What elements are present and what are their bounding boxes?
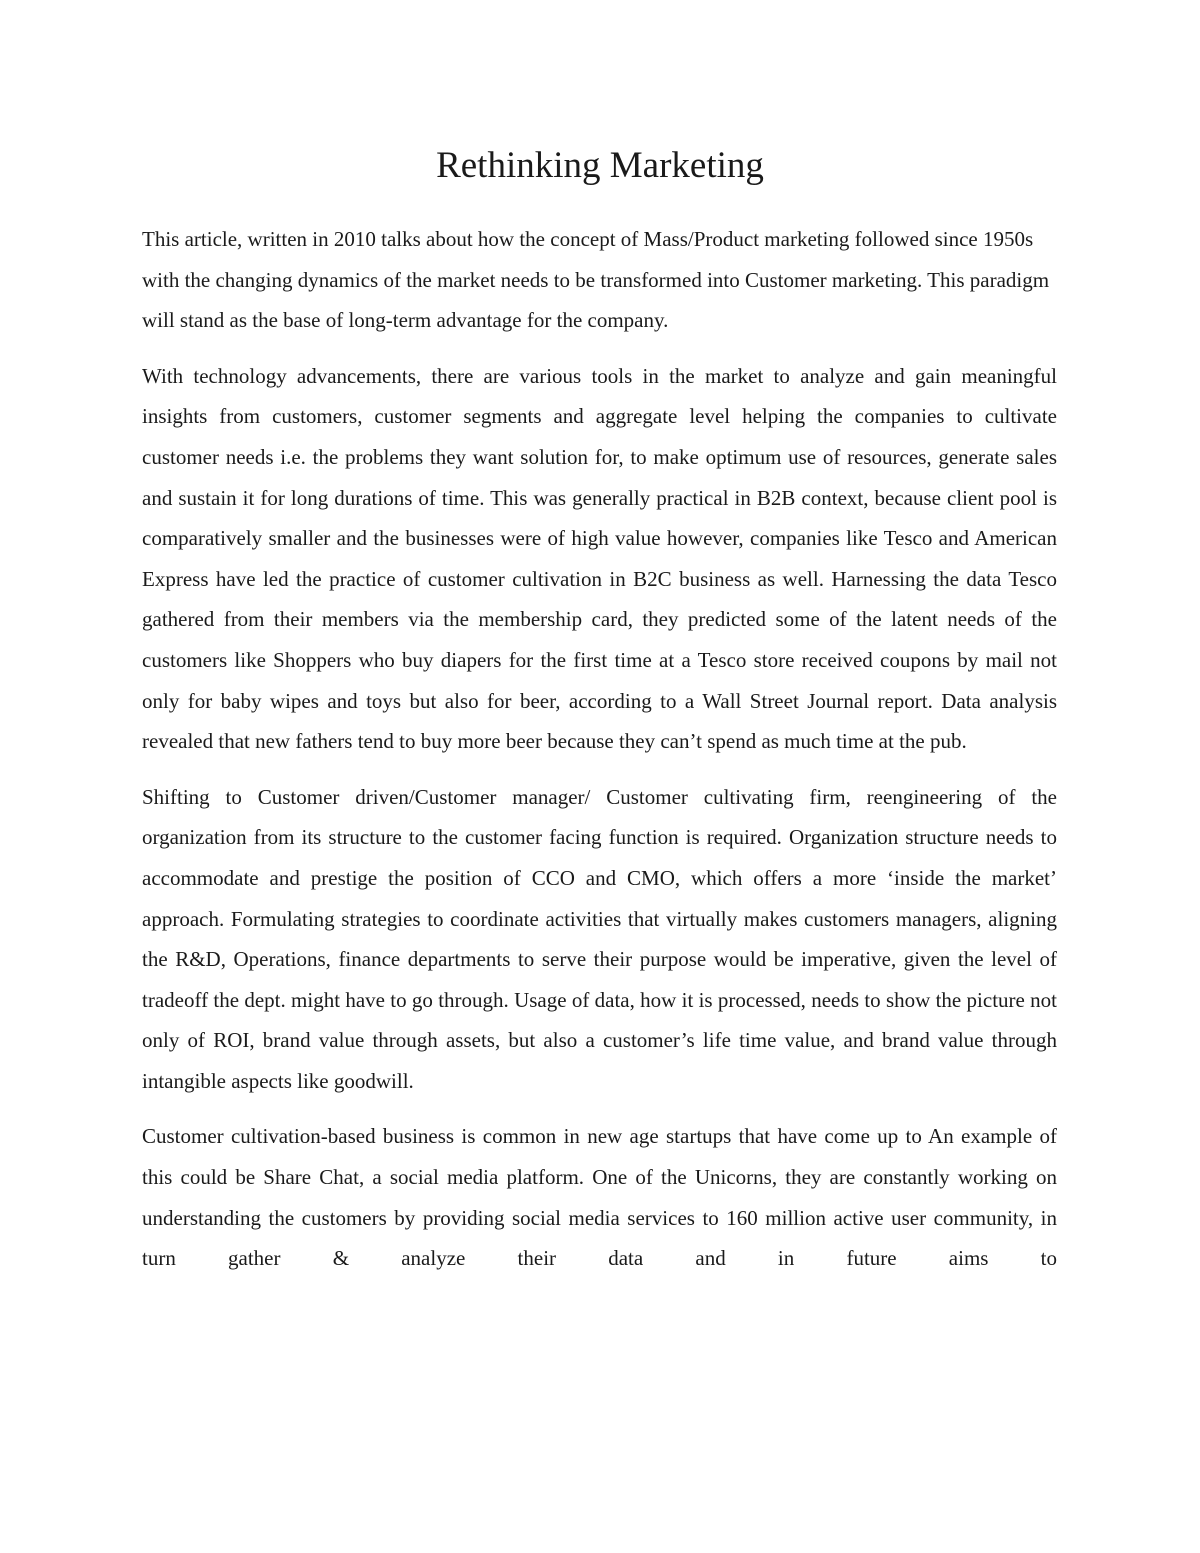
paragraph-technology: With technology advancements, there are various tools in the market to analyze and gain meaningful insights from customers, customer segments and aggregate level helping the companies to cultivate customer needs i.e. the problems they want solution for, to make optimum use of resources, generate sales and sustain it for long durations of time. This was generally practical in B2B context, because client pool is comparatively smaller and the businesses were of high value however, companies like Tesco and American Express have led the practice of customer cultivation in B2C business as well. Harnessing the data Tesco gathered from their members via the membership card, they predicted some of the latent needs of the customers like Shoppers who buy diapers for the first time at a Tesco store received coupons by mail not only for baby wipes and toys but also for beer, according to a Wall Street Journal report. Data analysis revealed that new fathers tend to buy more beer because they can’t spend as much time at the pub. — [142, 363, 1057, 754]
paragraph-shifting: Shifting to Customer driven/Customer manager/ Customer cultivating firm, reengineering of the organization from its structure to the customer facing function is required. Organization structure needs to accommodate and prestige the position of CCO and CMO, which offers a more ‘inside the market’ approach. Formulating strategies to coordinate activities that virtually makes customers managers, aligning the R&D, Operations, finance departments to serve their purpose would be imperative, given the level of tradeoff the dept. might have to go through. Usage of data, how it is processed, needs to show the picture not only of ROI, brand value through assets, but also a customer’s life time value, and brand value through intangible aspects like goodwill. — [142, 784, 1057, 1093]
paragraph-startups: Customer cultivation-based business is common in new age startups that have come up to An example of this could be Share Chat, a social media platform. One of the Unicorns, they are constantly working on understanding the customers by providing social media services to 160 million active user community, in turn gather & analyze their data and in future aims to — [142, 1124, 1057, 1271]
document-title: Rethinking Marketing — [436, 145, 764, 186]
paragraph-intro: This article, written in 2010 talks about how the concept of Mass/Product marketing followed since 1950s with the changing dynamics of the market needs to be transformed into Customer marketing. This paradigm will stand as the base of long-term advantage for the company. — [142, 227, 1050, 333]
document-body — [142, 219, 1057, 1294]
